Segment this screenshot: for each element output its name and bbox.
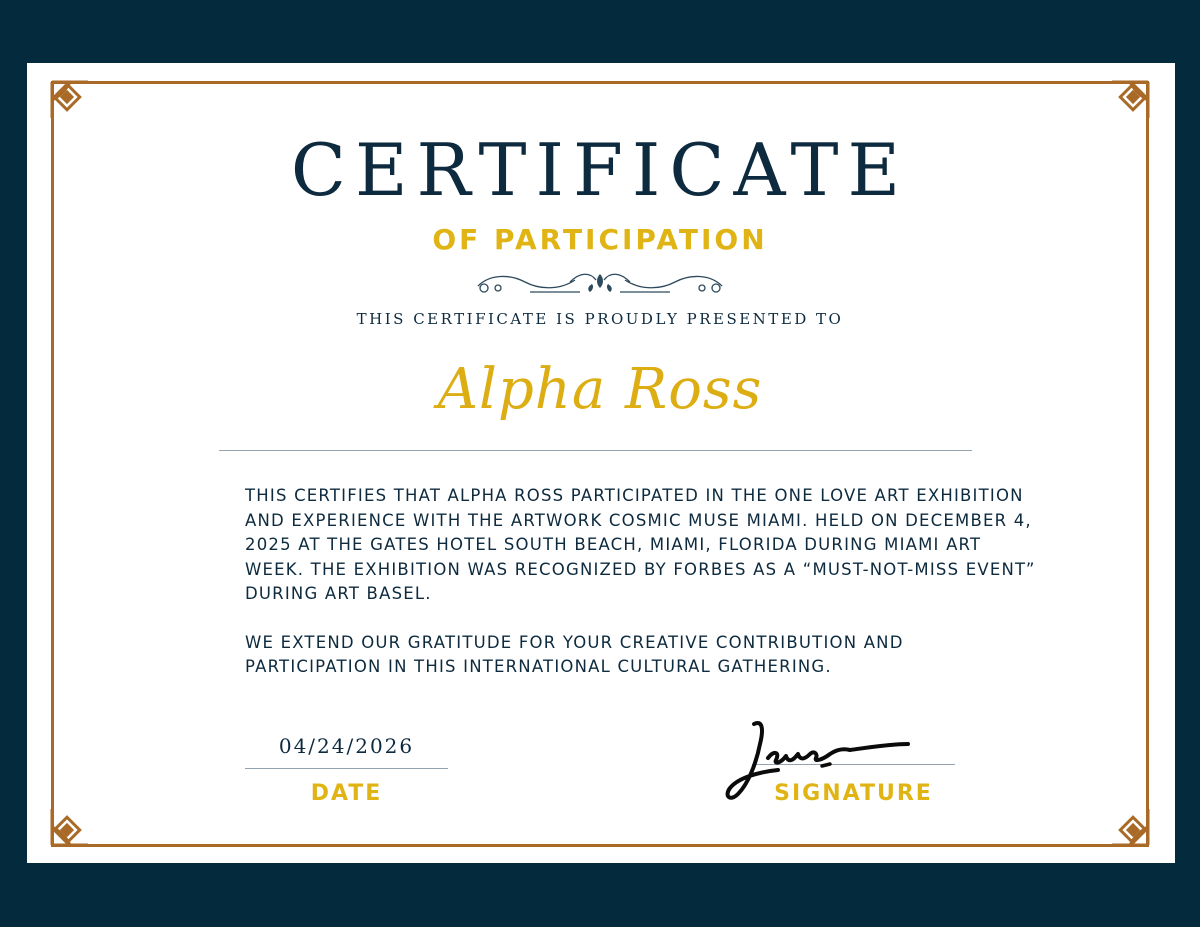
corner-ornament-icon — [50, 80, 90, 120]
presented-to-line: THIS CERTIFICATE IS PROUDLY PRESENTED TO — [356, 310, 844, 328]
recipient-name: Alpha Ross — [437, 357, 763, 422]
date-underline — [245, 768, 448, 769]
body-paragraph-2: WE EXTEND OUR GRATITUDE FOR YOUR CREATIVE CONTRIBUTION AND PARTICIPATION IN THIS INTERNATIONAL CULTURAL GATHERING. — [245, 632, 904, 676]
certificate-body — [245, 484, 1045, 680]
corner-ornament-icon — [1110, 80, 1150, 120]
date-label: DATE — [310, 781, 383, 806]
flourish-divider-icon — [470, 266, 730, 300]
date-value: 04/24/2026 — [278, 734, 415, 758]
corner-ornament-icon — [1110, 807, 1150, 847]
corner-ornament-icon — [50, 807, 90, 847]
recipient-underline — [219, 450, 972, 451]
body-paragraph-1: THIS CERTIFIES THAT ALPHA ROSS PARTICIPATED IN THE ONE LOVE ART EXHIBITION AND EXPERIENCE WITH THE ARTWORK COSMIC MUSE MIAMI. HELD ON DECEMBER 4, 2025 AT THE GATES HOTEL SOUTH BEACH, MIAMI, FLORIDA DURING MIAMI ART WEEK. THE EXHIBITION WAS RECOGNIZED BY FORBES AS A “MUST-NOT-MISS EVENT” DURING ART BASEL. — [245, 486, 1036, 603]
certificate-title: CERTIFICATE — [290, 128, 910, 212]
certificate-subtitle: OF PARTICIPATION — [432, 223, 768, 256]
signature-label: SIGNATURE — [774, 781, 933, 806]
